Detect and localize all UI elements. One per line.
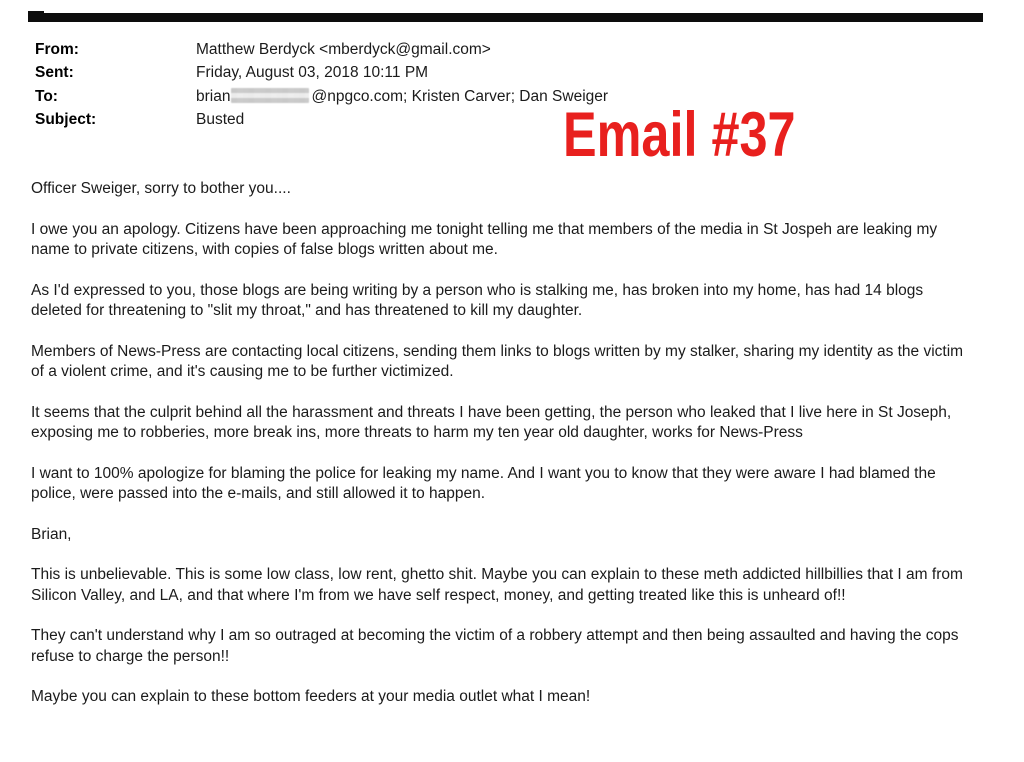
- sent-label: Sent:: [35, 64, 74, 82]
- redaction-block: [231, 88, 309, 103]
- header-row-to: [35, 85, 935, 108]
- to-value-suffix: @npgco.com; Kristen Carver; Dan Sweiger: [311, 87, 609, 105]
- subject-value: Busted: [196, 111, 245, 129]
- to-label: To:: [35, 87, 58, 105]
- body-paragraph: Officer Sweiger, sorry to bother you....: [31, 180, 291, 197]
- header-divider-bar: [28, 13, 983, 22]
- body-paragraph: They can't understand why I am so outraged at becoming the victim of a robbery attempt and then being assaulted and having the cops refuse to charge the person!!: [31, 627, 959, 665]
- email-number-stamp: Email #37: [563, 100, 796, 170]
- to-value-prefix: brian: [196, 87, 231, 105]
- from-value: Matthew Berdyck <mberdyck@gmail.com>: [196, 41, 491, 58]
- body-paragraph: I owe you an apology. Citizens have been approaching me tonight telling me that members of the media in St Jospeh are leaking my name to private citizens, with copies of false blogs written about me.: [31, 220, 938, 258]
- email-header: [35, 38, 935, 132]
- body-salutation: Brian,: [31, 525, 72, 543]
- email-body: [31, 179, 971, 728]
- body-paragraph: As I'd expressed to you, those blogs are being writing by a person who is stalking me, has broken into my home, has had 14 blogs deleted for threatening to "slit my throat," and has threatened to kill my daughter.: [31, 281, 924, 319]
- to-value: [196, 85, 608, 108]
- from-label: From:: [35, 41, 79, 58]
- body-paragraph: This is unbelievable. This is some low class, low rent, ghetto shit. Maybe you can explain to these meth addicted hillbillies that I am from Silicon Valley, and LA, and that where I'm from we have self respect, money, and getting treated like this is unheard of!!: [31, 566, 963, 604]
- header-row-from: [35, 38, 935, 61]
- header-row-subject: [35, 108, 935, 131]
- sent-value: Friday, August 03, 2018 10:11 PM: [196, 64, 429, 82]
- body-paragraph: It seems that the culprit behind all the harassment and threats I have been getting, the person who leaked that I live here in St Joseph, exposing me to robberies, more break ins, more threats to harm my ten year old daughter, works for News-Press: [31, 403, 952, 441]
- subject-label: Subject:: [35, 111, 97, 129]
- header-row-sent: [35, 61, 935, 84]
- body-paragraph: Members of News-Press are contacting local citizens, sending them links to blogs written by my stalker, sharing my identity as the victim of a violent crime, and it's causing me to be further victimized.: [31, 342, 964, 380]
- body-paragraph: Maybe you can explain to these bottom feeders at your media outlet what I mean!: [31, 688, 591, 706]
- body-paragraph: I want to 100% apologize for blaming the police for leaking my name. And I want you to know that they were aware I had blamed the police, were passed into the e-mails, and still allowed it to happen.: [31, 464, 936, 502]
